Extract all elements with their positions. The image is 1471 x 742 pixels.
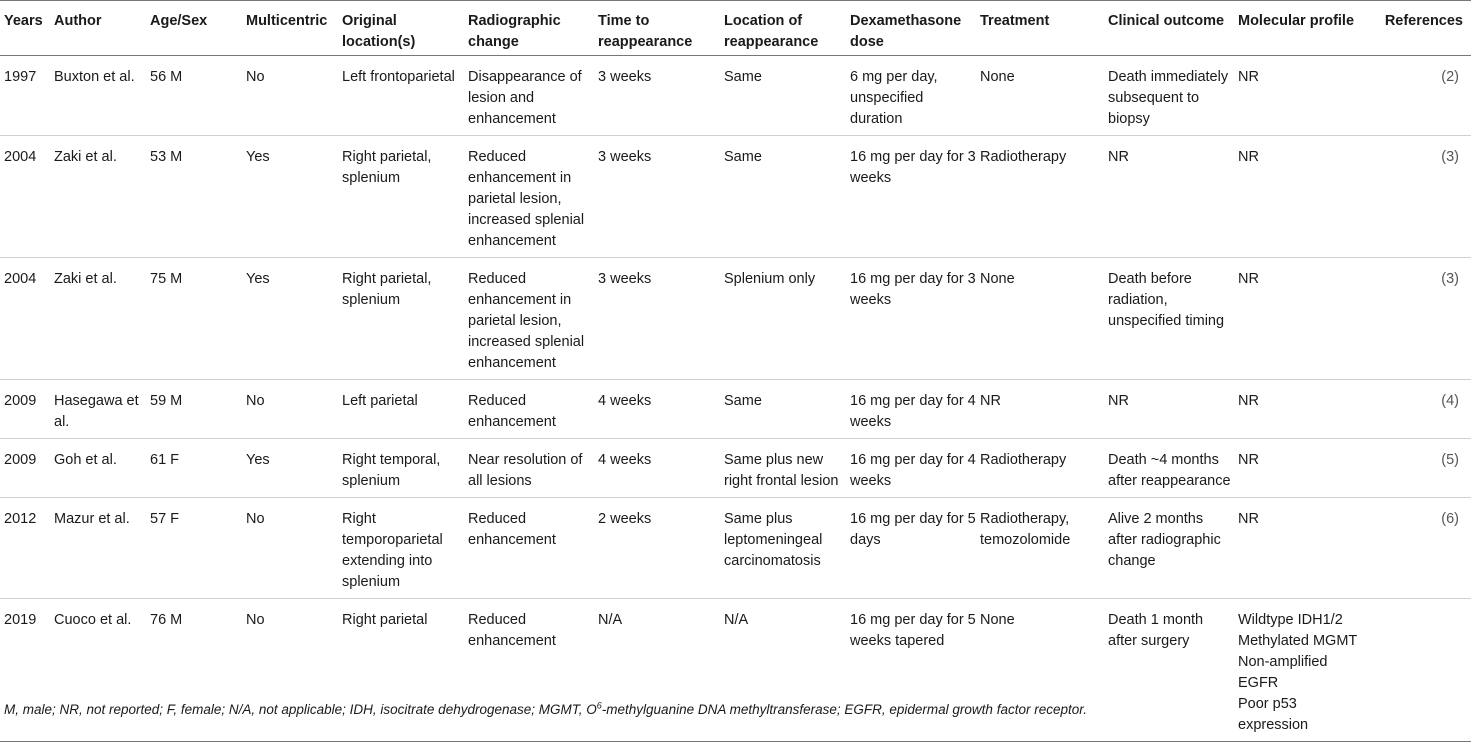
- cell-treatment: None: [980, 612, 1015, 628]
- cell-author: Mazur et al.: [54, 511, 130, 527]
- cell-time: 4 weeks: [598, 393, 652, 409]
- cell-treatment: None: [980, 69, 1015, 85]
- header-dexamethasone-dose: Dexamethasone dose: [850, 13, 962, 50]
- cell-author: Goh et al.: [54, 452, 117, 468]
- cell-location-reappearance: Splenium only: [724, 271, 816, 287]
- cell-original-location: Right parietal: [342, 612, 428, 628]
- cell-author: Zaki et al.: [54, 271, 117, 287]
- header-years: Years: [4, 13, 43, 29]
- header-references: References: [1384, 13, 1463, 29]
- cell-molecular: [1234, 599, 1364, 742]
- cell-age-sex: 56 M: [150, 69, 183, 85]
- cell-reference: [1364, 599, 1471, 742]
- cell-radiographic-change: Disappearance of lesion and enhancement: [468, 69, 582, 127]
- table-row: [0, 599, 1471, 742]
- cell-molecular: [1234, 258, 1364, 380]
- molecular-line: NR: [1238, 393, 1259, 409]
- table-row: [0, 258, 1471, 380]
- cell-reference: (6): [1441, 511, 1459, 527]
- cell-author: Buxton et al.: [54, 69, 135, 85]
- molecular-line: NR: [1238, 69, 1259, 85]
- cell-location-reappearance: N/A: [724, 612, 749, 628]
- cell-location-reappearance: Same: [724, 149, 762, 165]
- cell-age-sex: 61 F: [150, 452, 180, 468]
- cell-original-location: Left parietal: [342, 393, 418, 409]
- cell-year: 2009: [4, 393, 37, 409]
- cell-location-reappearance: Same plus new right frontal lesion: [724, 452, 839, 489]
- molecular-line: NR: [1238, 149, 1259, 165]
- header-treatment: Treatment: [980, 13, 1050, 29]
- cell-year: 2009: [4, 452, 37, 468]
- header-location-of-reappearance: Location of reappearance: [724, 13, 819, 50]
- header-molecular-profile: Molecular profile: [1238, 13, 1355, 29]
- cell-time: 3 weeks: [598, 69, 652, 85]
- table-row: [0, 380, 1471, 439]
- header-radiographic-change: Radiographic change: [468, 13, 561, 50]
- cell-dose: 16 mg per day for 3 weeks: [850, 271, 976, 308]
- table-row: [0, 56, 1471, 136]
- cell-author: Hasegawa et al.: [54, 393, 139, 430]
- molecular-line: NR: [1238, 452, 1259, 468]
- molecular-line: NR: [1238, 271, 1259, 287]
- cell-original-location: Right parietal, splenium: [342, 271, 432, 308]
- cell-outcome: Death immediately subsequent to biopsy: [1108, 69, 1229, 127]
- cell-molecular: [1234, 380, 1364, 439]
- footnote-text-end: -methylguanine DNA methyltransferase; EGFR, epidermal growth factor receptor.: [601, 702, 1087, 717]
- cell-location-reappearance: Same: [724, 393, 762, 409]
- header-row: [0, 1, 1471, 56]
- cell-age-sex: 76 M: [150, 612, 183, 628]
- cell-outcome: Death 1 month after surgery: [1108, 612, 1204, 649]
- cell-original-location: Right temporal, splenium: [342, 452, 441, 489]
- cell-molecular: [1234, 56, 1364, 136]
- header-author: Author: [54, 13, 102, 29]
- footnote-superscript: 6: [596, 700, 602, 711]
- cell-treatment: Radiotherapy, temozolomide: [980, 511, 1071, 548]
- cell-age-sex: 75 M: [150, 271, 183, 287]
- cell-time: 3 weeks: [598, 271, 652, 287]
- cell-dose: 16 mg per day for 4 weeks: [850, 393, 976, 430]
- table-footnote: [4, 702, 1087, 717]
- cell-author: Cuoco et al.: [54, 612, 132, 628]
- cell-age-sex: 53 M: [150, 149, 183, 165]
- cell-molecular: [1234, 136, 1364, 258]
- cell-molecular: [1234, 498, 1364, 599]
- header-multicentric: Multicentric: [246, 13, 328, 29]
- cell-multicentric: No: [246, 393, 265, 409]
- cell-location-reappearance: Same plus leptomeningeal carcinomatosis: [724, 511, 823, 569]
- cell-dose: 16 mg per day for 5 weeks tapered: [850, 612, 976, 649]
- cell-reference: (5): [1441, 452, 1459, 468]
- cell-dose: 16 mg per day for 3 weeks: [850, 149, 976, 186]
- cell-year: 2004: [4, 271, 37, 287]
- cell-location-reappearance: Same: [724, 69, 762, 85]
- cell-time: 2 weeks: [598, 511, 652, 527]
- cell-multicentric: No: [246, 511, 265, 527]
- header-age-sex: Age/Sex: [150, 13, 208, 29]
- cell-year: 2012: [4, 511, 37, 527]
- cell-multicentric: Yes: [246, 149, 270, 165]
- cell-multicentric: No: [246, 612, 265, 628]
- header-time-to-reappearance: Time to reappearance: [598, 13, 693, 50]
- header-clinical-outcome: Clinical outcome: [1108, 13, 1225, 29]
- cell-year: 1997: [4, 69, 37, 85]
- cell-multicentric: Yes: [246, 452, 270, 468]
- cell-treatment: NR: [980, 393, 1001, 409]
- cell-time: N/A: [598, 612, 623, 628]
- cell-original-location: Right temporoparietal extending into splenium: [342, 511, 443, 590]
- cell-treatment: None: [980, 271, 1015, 287]
- cell-time: 3 weeks: [598, 149, 652, 165]
- table-row: [0, 439, 1471, 498]
- cell-outcome: NR: [1108, 393, 1129, 409]
- cell-dose: 16 mg per day for 4 weeks: [850, 452, 976, 489]
- cell-dose: 6 mg per day, unspecified duration: [850, 69, 938, 127]
- cell-radiographic-change: Reduced enhancement: [468, 393, 556, 430]
- header-original-location: Original location(s): [342, 13, 416, 50]
- cell-multicentric: No: [246, 69, 265, 85]
- table-row: [0, 498, 1471, 599]
- cell-outcome: NR: [1108, 149, 1129, 165]
- table-row: [0, 136, 1471, 258]
- cell-radiographic-change: Near resolution of all lesions: [468, 452, 583, 489]
- molecular-line: Methylated MGMT: [1238, 633, 1358, 649]
- cell-radiographic-change: Reduced enhancement: [468, 612, 556, 649]
- cell-outcome: Alive 2 months after radiographic change: [1108, 511, 1221, 569]
- cell-age-sex: 57 F: [150, 511, 180, 527]
- cell-treatment: Radiotherapy: [980, 452, 1067, 468]
- cell-radiographic-change: Reduced enhancement: [468, 511, 556, 548]
- cell-outcome: Death ~4 months after reappearance: [1108, 452, 1231, 489]
- cell-radiographic-change: Reduced enhancement in parietal lesion, increased splenial enhancement: [468, 271, 585, 371]
- molecular-line: Non-amplified EGFR: [1238, 654, 1328, 691]
- cell-radiographic-change: Reduced enhancement in parietal lesion, increased splenial enhancement: [468, 149, 585, 249]
- cell-reference: (3): [1441, 271, 1459, 287]
- footnote-text: M, male; NR, not reported; F, female; N/A, not applicable; IDH, isocitrate dehydrogenase; MGMT, O: [4, 702, 597, 717]
- cell-year: 2019: [4, 612, 37, 628]
- cell-time: 4 weeks: [598, 452, 652, 468]
- cell-outcome: Death before radiation, unspecified timing: [1108, 271, 1225, 329]
- molecular-line: NR: [1238, 511, 1259, 527]
- cell-molecular: [1234, 439, 1364, 498]
- cell-original-location: Right parietal, splenium: [342, 149, 432, 186]
- cell-reference: (3): [1441, 149, 1459, 165]
- molecular-line: Poor p53 expression: [1238, 696, 1309, 733]
- cell-original-location: Left frontoparietal: [342, 69, 455, 85]
- cell-age-sex: 59 M: [150, 393, 183, 409]
- cell-author: Zaki et al.: [54, 149, 117, 165]
- cell-year: 2004: [4, 149, 37, 165]
- cell-reference: (4): [1441, 393, 1459, 409]
- cell-dose: 16 mg per day for 5 days: [850, 511, 976, 548]
- cell-reference: (2): [1441, 69, 1459, 85]
- molecular-line: Wildtype IDH1/2: [1238, 612, 1343, 628]
- cell-treatment: Radiotherapy: [980, 149, 1067, 165]
- cell-multicentric: Yes: [246, 271, 270, 287]
